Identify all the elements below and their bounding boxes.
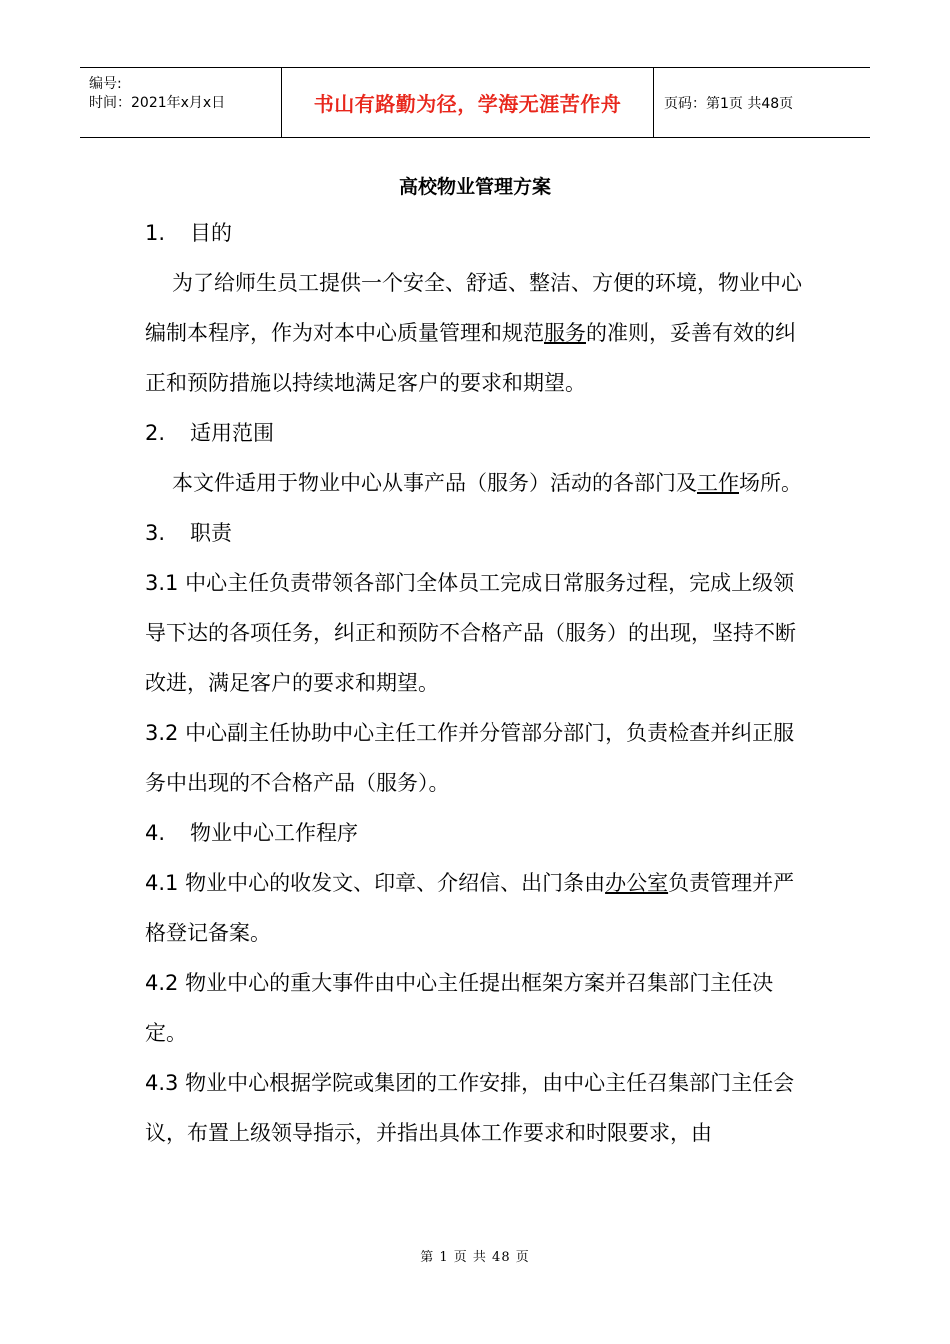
clause-number: 4.2: [145, 971, 179, 995]
text-run: 中心副主任协助中心主任工作并分管部分部门，负责检查并纠正服务中出现的不合格产品（服务）。: [145, 721, 795, 795]
text-run: 物业中心的收发文、印章、介绍信、出门条由: [178, 871, 606, 895]
section-heading-3: [145, 508, 810, 558]
text-run: 为了给师生员工提供一个安全、舒适、整洁、方便的环境，物业中心编制本程序，作为对本中心质量管理和规范: [145, 271, 802, 345]
link-service[interactable]: 服务: [544, 321, 586, 345]
clause-number: 4.3: [145, 1071, 179, 1095]
clause-number: 4.1: [145, 871, 179, 895]
clause-number: 3.1: [145, 571, 179, 595]
section-title: 职责: [190, 521, 232, 545]
document-date: 时间：2021年x月x日: [89, 95, 226, 111]
section-number: 3.: [145, 521, 166, 545]
text-run: 的准则，妥善有效的纠正和预防措施以持续地满足客户的要求和期望。: [145, 321, 796, 395]
paragraph-3-1: [145, 558, 810, 708]
paragraph-4-2: [145, 958, 810, 1058]
header-motto-cell: [282, 68, 654, 137]
paragraph-4-1: [145, 858, 810, 958]
text-run: 负责管理并严格登记备案。: [145, 871, 795, 945]
header-page-cell: [654, 68, 870, 137]
text-run: 物业中心根据学院或集团的工作安排，由中心主任召集部门主任会议，布置上级领导指示，并指出具体工作要求和时限要求，由: [145, 1071, 795, 1145]
motto: 书山有路勤为径，学海无涯苦作舟: [313, 92, 622, 116]
section-title: 物业中心工作程序: [190, 821, 358, 845]
text-run: 本文件适用于物业中心从事产品（服务）活动的各部门及: [172, 471, 697, 495]
section-number: 2.: [145, 421, 166, 445]
paragraph-purpose: [145, 258, 810, 408]
section-title: 适用范围: [190, 421, 274, 445]
text-run: 场所。: [739, 471, 802, 495]
clause-number: 3.2: [145, 721, 179, 745]
section-heading-4: [145, 808, 810, 858]
page-footer: 第 1 页 共 48 页: [420, 1250, 530, 1265]
header-meta-cell: [80, 68, 282, 137]
section-title: 目的: [190, 221, 232, 245]
paragraph-scope: [145, 458, 810, 508]
section-heading-1: [145, 208, 810, 258]
text-run: 物业中心的重大事件由中心主任提出框架方案并召集部门主任决定。: [145, 971, 774, 1045]
paragraph-3-2: [145, 708, 810, 808]
section-heading-2: [145, 408, 810, 458]
header-table: [80, 67, 870, 138]
text-run: 中心主任负责带领各部门全体员工完成日常服务过程，完成上级领导下达的各项任务，纠正和预防不合格产品（服务）的出现，坚持不断改进，满足客户的要求和期望。: [145, 571, 796, 695]
document-title: 高校物业管理方案: [398, 176, 551, 198]
link-office[interactable]: 办公室: [605, 871, 669, 895]
document-number-label: 编号:: [89, 76, 122, 92]
paragraph-4-3: [145, 1058, 810, 1158]
document-body: [145, 208, 810, 1158]
link-work[interactable]: 工作: [697, 471, 739, 495]
page-info: 页码：第1页 共48页: [664, 95, 794, 112]
section-number: 1.: [145, 221, 166, 245]
section-number: 4.: [145, 821, 166, 845]
